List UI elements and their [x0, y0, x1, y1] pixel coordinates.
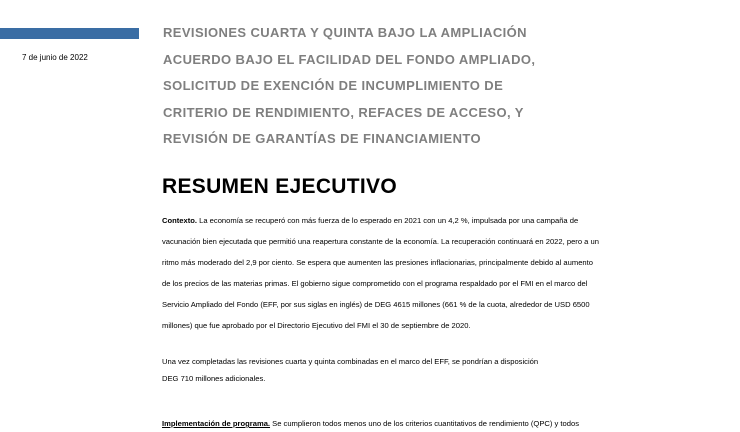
paragraph-line	[162, 210, 722, 231]
reviews-paragraph	[162, 353, 722, 387]
document-title	[163, 20, 733, 153]
title-line: REVISIONES CUARTA Y QUINTA BAJO LA AMPLIACIÓN	[163, 25, 527, 40]
title-line: ACUERDO BAJO EL FACILIDAD DEL FONDO AMPLIADO,	[163, 51, 536, 67]
title-line: SOLICITUD DE EXENCIÓN DE INCUMPLIMIENTO DE	[163, 78, 504, 93]
title-line: CRITERIO DE RENDIMIENTO, REFACES DE ACCESO, Y	[163, 104, 524, 120]
context-text: La economía se recuperó con más fuerza de lo esperado en 2021 con un 4,2 %, impulsada por una campaña de	[197, 216, 579, 225]
implementation-text: Se cumplieron todos menos uno de los criterios cuantitativos de rendimiento (QPC) y todos	[270, 419, 579, 428]
context-paragraph	[162, 210, 722, 336]
paragraph-line: de los precios de las materias primas. El gobierno sigue comprometido con el programa respaldado por el FMI en el marco del	[162, 279, 588, 288]
title-line: REVISIÓN DE GARANTÍAS DE FINANCIAMIENTO	[163, 131, 481, 146]
paragraph-line: DEG 710 millones adicionales.	[162, 374, 266, 383]
paragraph-line: Una vez completadas las revisiones cuarta y quinta combinadas en el marco del EFF, se pondrían a disposición	[162, 357, 539, 366]
paragraph-line: vacunación bien ejecutada que permitió una reapertura constante de la economía. La recuperación continuará en 2022, pero a un	[162, 237, 599, 246]
implementation-paragraph	[162, 415, 722, 432]
implementation-lead: Implementación de programa.	[162, 419, 271, 428]
accent-bar	[0, 28, 139, 39]
context-lead: Contexto.	[162, 216, 198, 225]
section-heading: RESUMEN EJECUTIVO	[162, 175, 397, 198]
paragraph-line: Servicio Ampliado del Fondo (EFF, por sus siglas en inglés) de DEG 4615 millones (661 % de la cuota, alrededor de USD 6500	[162, 300, 590, 309]
document-date: 7 de junio de 2022	[22, 53, 88, 62]
paragraph-line: millones) que fue aprobado por el Directorio Ejecutivo del FMI el 30 de septiembre de 2020.	[162, 321, 471, 330]
paragraph-line: ritmo más moderado del 2,9 por ciento. Se espera que aumenten las presiones inflacionarias, principalmente debido al aumento	[162, 258, 593, 267]
